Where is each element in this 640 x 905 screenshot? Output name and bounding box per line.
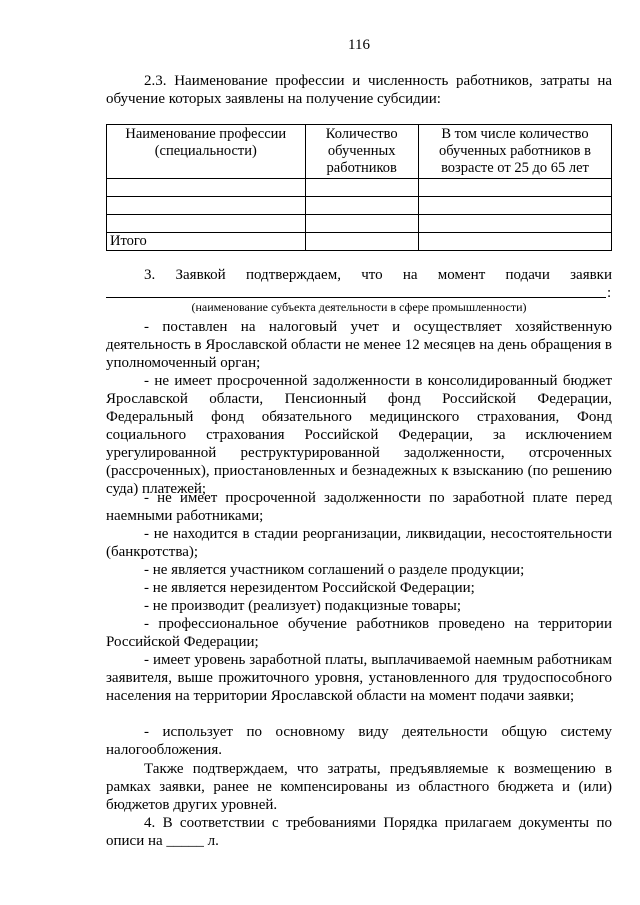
entity-name-colon: : bbox=[607, 285, 612, 301]
confirmation-paragraph: Также подтверждаем, что затраты, предъявляемые к возмещению в рамках заявки, ранее не компенсированы из областного бюджета и (или) бюджетов других уровней. bbox=[106, 761, 612, 813]
table-row bbox=[107, 179, 612, 197]
table-row bbox=[107, 197, 612, 215]
table-row bbox=[107, 215, 612, 233]
section-3-intro: 3. Заявкой подтверждаем, что на момент подачи заявки bbox=[144, 267, 612, 283]
entity-name-line bbox=[106, 297, 606, 298]
page-number: 116 bbox=[348, 37, 370, 53]
condition-item: - имеет уровень заработной платы, выплачиваемой наемным работникам заявителя, выше прожиточного уровня, установленного для трудоспособного населения на территории Ярославской области на момент подачи заявки; bbox=[106, 652, 612, 704]
entity-name-caption: (наименование субъекта деятельности в сфере промышленности) bbox=[191, 300, 527, 314]
header-trained-count: Количество обученных работников bbox=[305, 125, 418, 179]
condition-item: - поставлен на налоговый учет и осуществляет хозяйственную деятельность в Ярославской области не менее 12 месяцев на день обращения в уполномоченный орган; bbox=[106, 319, 612, 371]
section-4-paragraph: 4. В соответствии с требованиями Порядка прилагаем документы по описи на _____ л. bbox=[106, 815, 612, 849]
condition-item: - не является участником соглашений о разделе продукции; bbox=[144, 562, 525, 578]
condition-item: - не имеет просроченной задолженности в консолидированный бюджет Ярославской области, Пенсионный фонд Российской Федерации, Федеральный фонд обязательного медицинского страхования, Фонд социального страхования Российской Федерации, за исключением урегулированной реструктурированной задолженности, отсроченных (рассроченных), приостановленных и безнадежных к взысканию (по решению суда) платежей; bbox=[106, 373, 612, 497]
subsidy-table bbox=[106, 124, 612, 251]
condition-item: - не производит (реализует) подакцизные товары; bbox=[144, 598, 461, 614]
condition-item: - не находится в стадии реорганизации, ликвидации, несостоятельности (банкротства); bbox=[106, 526, 612, 560]
header-profession: Наименование профессии (специальности) bbox=[107, 125, 306, 179]
section-2-3-heading: 2.3. Наименование профессии и численность работников, затраты на обучение которых заявлены на получение субсидии: bbox=[106, 73, 612, 107]
condition-item: - не имеет просроченной задолженности по заработной плате перед наемными работниками; bbox=[106, 490, 612, 524]
condition-item: - использует по основному виду деятельности общую систему налогообложения. bbox=[106, 724, 612, 758]
condition-item: - не является нерезидентом Российской Федерации; bbox=[144, 580, 475, 596]
header-age-count: В том числе количество обученных работников в возрасте от 25 до 65 лет bbox=[418, 125, 611, 179]
table-header-row bbox=[107, 125, 612, 179]
condition-item: - профессиональное обучение работников проведено на территории Российской Федерации; bbox=[106, 616, 612, 650]
total-label: Итого bbox=[107, 233, 306, 251]
table-total-row bbox=[107, 233, 612, 251]
